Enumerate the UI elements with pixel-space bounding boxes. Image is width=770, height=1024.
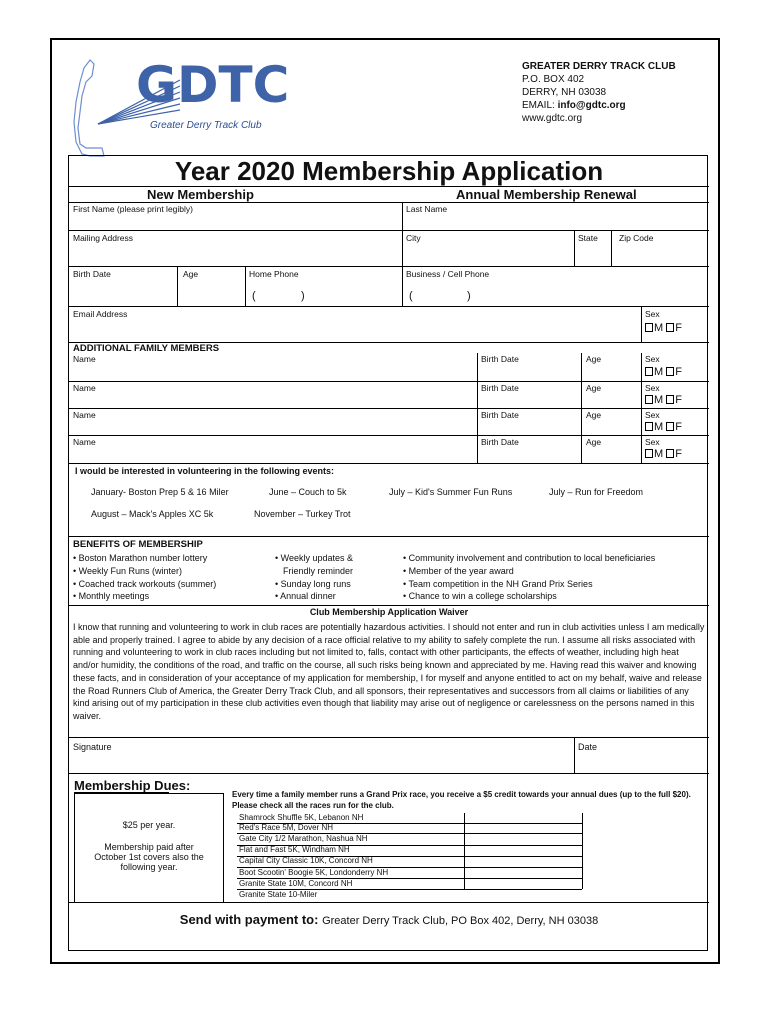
family-heading: ADDITIONAL FAMILY MEMBERS	[73, 343, 220, 354]
benefit-item: • Annual dinner	[275, 591, 336, 602]
org-email	[522, 99, 676, 112]
send-address: Greater Derry Track Club, PO Box 402, Derry, NH 03038	[322, 915, 599, 927]
benefit-item: • Member of the year award	[403, 565, 514, 576]
logo-tagline: Greater Derry Track Club	[150, 120, 262, 131]
email-field[interactable]: Email Address	[73, 309, 128, 319]
state-field[interactable]: State	[578, 233, 598, 243]
cell-phone-field[interactable]: Business / Cell Phone	[406, 269, 490, 279]
family-sex-checkboxes	[645, 394, 682, 406]
dues-info-box	[74, 793, 224, 903]
home-phone-field[interactable]: Home Phone	[249, 269, 299, 279]
volunteer-event-kids-fun-runs[interactable]: July – Kid's Summer Fun Runs	[389, 487, 513, 497]
family-sex-f-label: F	[675, 394, 682, 406]
last-name-field[interactable]: Last Name	[406, 204, 448, 214]
org-box: P.O. BOX 402	[522, 74, 585, 85]
family-name-field[interactable]: Name	[73, 354, 96, 364]
waiver-heading: Club Membership Application Waiver	[309, 607, 469, 617]
org-name: GREATER DERRY TRACK CLUB	[522, 61, 676, 72]
race-checkbox-row[interactable]: Capital City Classic 10K, Concord NH	[239, 856, 373, 865]
dues-heading: Membership Dues:	[74, 778, 191, 793]
sex-f-label: F	[675, 322, 682, 334]
new-membership-option[interactable]: New Membership	[147, 187, 254, 202]
family-birth-field[interactable]: Birth Date	[481, 354, 519, 364]
application-form	[68, 155, 708, 951]
org-email-label: EMAIL:	[522, 100, 558, 111]
family-sex-m-label: M	[654, 366, 664, 378]
family-sex-checkboxes	[645, 366, 682, 378]
family-age-field[interactable]: Age	[586, 354, 602, 364]
benefit-item: • Boston Marathon number lottery	[73, 553, 208, 563]
family-sex-f-checkbox[interactable]	[666, 367, 674, 376]
family-birth-field[interactable]: Birth Date	[481, 437, 519, 447]
family-name-field[interactable]: Name	[73, 410, 96, 420]
benefits-column-1	[73, 552, 216, 603]
volunteer-event-couch-to-5k[interactable]: June – Couch to 5k	[269, 487, 347, 497]
org-web[interactable]: www.gdtc.org	[522, 113, 583, 124]
family-sex-m-label: M	[654, 394, 664, 406]
family-sex-m-checkbox[interactable]	[645, 422, 653, 431]
family-sex-f-checkbox[interactable]	[666, 449, 674, 458]
sex-m-label: M	[654, 322, 664, 334]
org-address	[522, 60, 676, 125]
benefit-item: • Sunday long runs	[275, 578, 351, 589]
benefit-item: • Chance to win a college scholarships	[403, 591, 557, 602]
sex-f-checkbox[interactable]	[666, 323, 674, 332]
family-sex-f-label: F	[675, 448, 682, 460]
volunteer-event-run-for-freedom[interactable]: July – Run for Freedom	[549, 487, 644, 497]
logo-letters: GDTC	[136, 56, 290, 114]
renewal-option[interactable]: Annual Membership Renewal	[456, 187, 637, 202]
race-checkbox-row[interactable]: Granite State 10M, Concord NH	[239, 879, 353, 888]
family-sex-label: Sex	[645, 383, 660, 393]
send-payment-line	[69, 912, 709, 927]
org-email-link[interactable]: info@gdtc.org	[557, 100, 626, 111]
family-sex-f-checkbox[interactable]	[666, 422, 674, 431]
benefits-column-2	[275, 552, 353, 603]
family-sex-m-label: M	[654, 448, 664, 460]
race-checkbox-row[interactable]: Red's Race 5M, Dover NH	[239, 823, 333, 832]
benefit-item: • Community involvement and contribution to local beneficiaries	[403, 553, 656, 563]
family-sex-m-label: M	[654, 421, 664, 433]
home-phone-paren-close: )	[301, 290, 305, 302]
volunteer-event-boston-prep[interactable]: January- Boston Prep 5 & 16 Miler	[91, 487, 229, 497]
volunteer-event-turkey-trot[interactable]: November – Turkey Trot	[254, 509, 351, 519]
race-checkbox-row[interactable]: Flat and Fast 5K, Windham NH	[239, 845, 350, 854]
family-sex-m-checkbox[interactable]	[645, 367, 653, 376]
city-field[interactable]: City	[406, 233, 421, 243]
cell-phone-paren-open: (	[409, 290, 413, 302]
family-sex-m-checkbox[interactable]	[645, 449, 653, 458]
family-sex-label: Sex	[645, 437, 660, 447]
dues-note-1: Membership paid after	[104, 842, 194, 852]
benefit-item: • Monthly meetings	[73, 591, 150, 602]
date-field[interactable]: Date	[578, 742, 598, 752]
dues-note-2: October 1st covers also the	[94, 852, 204, 862]
dues-price: $25 per year.	[122, 820, 176, 830]
family-sex-f-label: F	[675, 421, 682, 433]
age-field[interactable]: Age	[183, 269, 199, 279]
birth-date-field[interactable]: Birth Date	[73, 269, 111, 279]
family-age-field[interactable]: Age	[586, 410, 602, 420]
signature-field[interactable]: Signature	[73, 742, 112, 752]
benefits-heading: BENEFITS OF MEMBERSHIP	[73, 539, 203, 550]
family-sex-f-label: F	[675, 366, 682, 378]
sex-m-checkbox[interactable]	[645, 323, 653, 332]
race-checkbox-row[interactable]: Boot Scootin' Boogie 5K, Londonderry NH	[239, 868, 389, 877]
family-sex-checkboxes	[645, 448, 682, 460]
family-sex-f-checkbox[interactable]	[666, 395, 674, 404]
send-label: Send with payment to:	[179, 912, 323, 927]
first-name-field[interactable]: First Name (please print legibly)	[73, 204, 193, 214]
org-city: DERRY, NH 03038	[522, 87, 607, 98]
family-sex-m-checkbox[interactable]	[645, 395, 653, 404]
family-name-field[interactable]: Name	[73, 383, 96, 393]
benefits-column-3	[403, 552, 655, 603]
family-sex-label: Sex	[645, 410, 660, 420]
family-name-field[interactable]: Name	[73, 437, 96, 447]
sex-checkbox-group	[645, 322, 682, 334]
home-phone-paren-open: (	[252, 290, 256, 302]
benefit-item: • Coached track workouts (summer)	[73, 578, 217, 589]
volunteer-event-macks-apples[interactable]: August – Mack's Apples XC 5k	[91, 509, 214, 519]
family-age-field[interactable]: Age	[586, 437, 602, 447]
form-page	[50, 38, 720, 964]
race-checkbox-row[interactable]: Shamrock Shuffle 5K, Lebanon NH	[239, 813, 364, 822]
family-sex-checkboxes	[645, 421, 682, 433]
grand-prix-note: Every time a family member runs a Grand Prix race, you receive a $5 credit towards your annual dues (up to the full $20). Please check all the races run for the club.	[232, 790, 691, 810]
family-sex-label: Sex	[645, 354, 660, 364]
mailing-address-field[interactable]: Mailing Address	[73, 233, 134, 243]
family-birth-field[interactable]: Birth Date	[481, 410, 519, 420]
volunteer-heading: I would be interested in volunteering in the following events:	[75, 466, 335, 476]
dues-note-3: following year.	[120, 862, 178, 872]
gdtc-logo	[70, 52, 300, 162]
family-age-field[interactable]: Age	[586, 383, 602, 393]
waiver-text: I know that running and volunteering to work in club races are potentially hazardous activities. I should not enter and run in club activities unless I am medically able and properly trained. I agree to abide by any decision of a race official relative to my ability to safely complete the run. I assume all risks associated with running and volunteering to work in club races including but not limited to, falls, contact with other participants, the effects of weather, including high heat and/or humidity, the conditions of the road, and traffic on the course, all such risks being known and appreciated by me. Having read this waiver and knowing these facts, and in consideration of your acceptance of my application for membership, I for myself and anyone entitled to act on my behalf, waive and release the Road Runners Club of America, the Greater Derry Track Club, and all sponsors, their representatives and successors from all claims or liabilities of any kind arising out of my participation in these club activities even though that liability may arise out of negligence or carelessness on the persons named in this waiver.	[73, 622, 705, 721]
benefit-item: • Weekly updates &	[275, 553, 354, 563]
zip-field[interactable]: Zip Code	[619, 233, 654, 243]
form-title: Year 2020 Membership Application	[174, 156, 604, 186]
cell-phone-paren-close: )	[467, 290, 471, 302]
benefit-item: Friendly reminder	[283, 565, 354, 576]
benefit-item: • Team competition in the NH Grand Prix Series	[403, 578, 593, 589]
race-checkbox-row[interactable]: Granite State 10-Miler	[239, 890, 318, 899]
benefit-item: • Weekly Fun Runs (winter)	[73, 565, 183, 576]
sex-label: Sex	[645, 309, 660, 319]
race-checkbox-row[interactable]: Gate City 1/2 Marathon, Nashua NH	[239, 834, 368, 843]
family-birth-field[interactable]: Birth Date	[481, 383, 519, 393]
